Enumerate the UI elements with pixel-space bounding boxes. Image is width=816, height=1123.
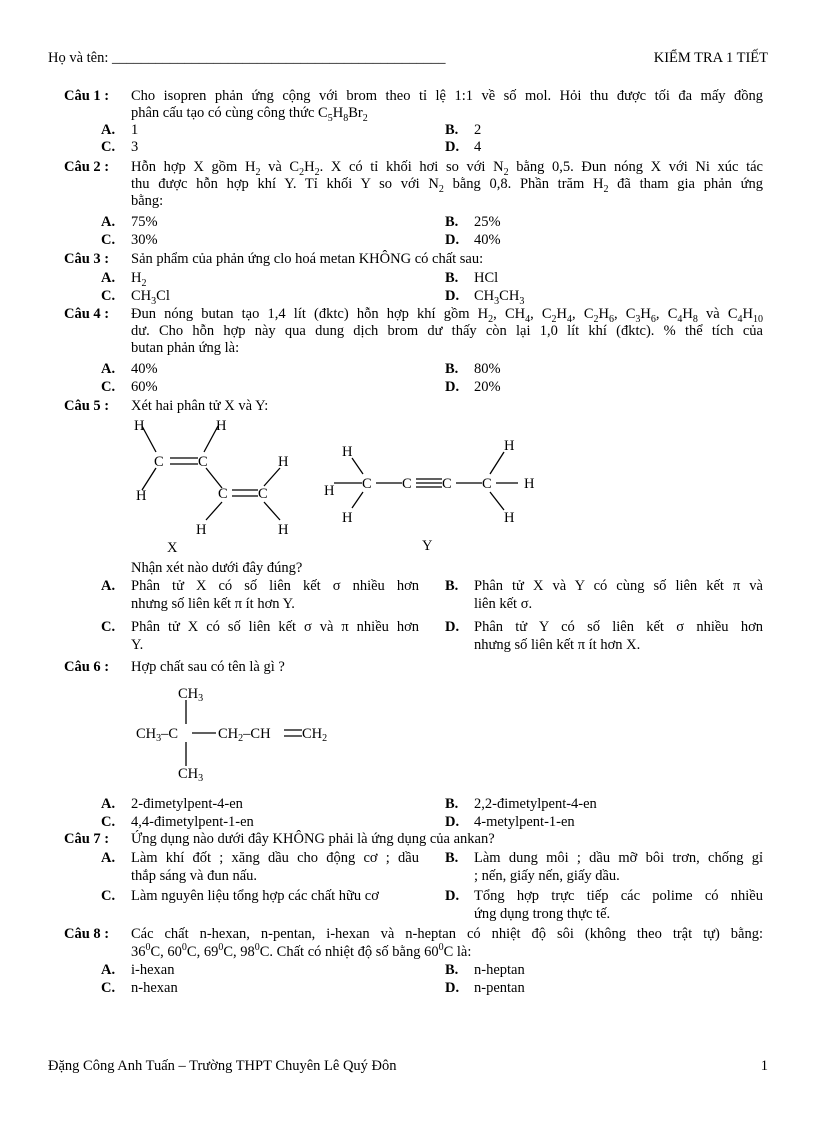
q6-option-b: 2,2-đimetylpent-4-en xyxy=(474,796,597,812)
svg-text:C: C xyxy=(218,486,228,502)
q1-option-a: 1 xyxy=(131,122,139,138)
q5-molecules xyxy=(120,412,560,560)
svg-text:H: H xyxy=(134,418,145,434)
q1-option-c-label: C. xyxy=(101,139,116,155)
q8-option-a: i-hexan xyxy=(131,962,175,978)
q2-option-b-label: B. xyxy=(445,214,459,230)
q5-option-b-line-2: liên kết σ. xyxy=(474,596,533,612)
q4-option-d: 20% xyxy=(474,379,501,395)
page-number: 1 xyxy=(760,1058,768,1074)
q7-option-d-label: D. xyxy=(445,888,460,904)
svg-text:H: H xyxy=(216,418,227,434)
q7-label: Câu 7 : xyxy=(64,831,110,847)
q7-option-a-label: A. xyxy=(101,850,116,866)
svg-text:H: H xyxy=(324,483,335,499)
q2-text-3: bằng: xyxy=(131,193,164,209)
q4-option-a: 40% xyxy=(131,361,158,377)
q7-option-a-line-1: Làm khí đốt ; xăng dầu cho động cơ ; dầu xyxy=(131,850,419,866)
q2-label: Câu 2 : xyxy=(64,159,110,175)
q8-text-1: Các chất n-hexan, n-pentan, i-hexan và n-heptan có nhiệt độ sôi (không theo trật tự) bằng: xyxy=(131,926,763,942)
exam-title: KIỂM TRA 1 TIẾT xyxy=(653,50,768,66)
q8-option-a-label: A. xyxy=(101,962,116,978)
q5-option-b-line-1: Phân tử X và Y có cùng số liên kết π và xyxy=(474,578,763,594)
q4-option-c: 60% xyxy=(131,379,158,395)
q3-option-a-label: A. xyxy=(101,270,116,286)
q5-text: Xét hai phân tử X và Y: xyxy=(131,398,269,414)
svg-text:CH2: $CH_2$ xyxy=(302,726,328,744)
q6-option-c-label: C. xyxy=(101,814,116,830)
q6-option-a: 2-đimetylpent-4-en xyxy=(131,796,243,812)
svg-text:CH3–C: $CH_3-C$ xyxy=(136,726,179,744)
svg-text:C: C xyxy=(258,486,268,502)
q5-option-b-label: B. xyxy=(445,578,459,594)
q4-text-1: Đun nóng butan tạo 1,4 lít (đktc) hỗn hợp khí gồm $H_2$, $CH_4$, $C_2H_4$, $C_2H_6$, $C_3H_6$, $C_4H_8$ và $C_4H_{10}$ xyxy=(131,306,763,325)
q8-option-b-label: B. xyxy=(445,962,459,978)
q2-option-c-label: C. xyxy=(101,232,116,248)
q4-option-b-label: B. xyxy=(445,361,459,377)
q5-option-c-line-2: Y. xyxy=(131,637,144,653)
q2-option-d-label: D. xyxy=(445,232,460,248)
q4-option-d-label: D. xyxy=(445,379,460,395)
svg-text:C: C xyxy=(362,476,372,492)
q4-option-c-label: C. xyxy=(101,379,116,395)
q8-option-c: n-hexan xyxy=(131,980,178,996)
svg-text:H: H xyxy=(136,488,147,504)
svg-text:C: C xyxy=(154,454,164,470)
q7-text: Ứng dụng nào dưới đây KHÔNG phải là ứng dụng của ankan? xyxy=(131,831,495,847)
q3-option-c: $CH_3Cl$ xyxy=(131,288,170,307)
svg-text:H: H xyxy=(278,522,289,538)
svg-text:H: H xyxy=(342,444,353,460)
q7-option-c: Làm nguyên liệu tổng hợp các chất hữu cơ xyxy=(131,888,379,904)
q5-question: Nhận xét nào dưới đây đúng? xyxy=(131,560,303,576)
svg-text:H: H xyxy=(504,510,515,526)
q6-text: Hợp chất sau có tên là gì ? xyxy=(131,659,285,675)
q1-text-2: phân cấu tạo có cùng công thức $C_5H_8Br_2$ xyxy=(131,105,368,124)
q3-text: Sản phẩm của phản ứng clo hoá metan KHÔNG có chất sau: xyxy=(131,251,484,267)
molecule-x-atoms xyxy=(134,418,289,538)
q4-label: Câu 4 : xyxy=(64,306,110,322)
q1-label: Câu 1 : xyxy=(64,88,110,104)
svg-text:CH3: $CH_3$ xyxy=(178,766,204,784)
q3-option-b-label: B. xyxy=(445,270,459,286)
q7-option-d-line-2: ứng dụng trong thực tế. xyxy=(474,906,611,922)
molecule-x xyxy=(142,426,280,520)
svg-text:H: H xyxy=(342,510,353,526)
footer-author: Đặng Công Anh Tuấn – Trường THPT Chuyên Lê Quý Đôn xyxy=(48,1058,397,1074)
q8-option-b: n-heptan xyxy=(474,962,525,978)
q5-label: Câu 5 : xyxy=(64,398,110,414)
q6-option-b-label: B. xyxy=(445,796,459,812)
molecule-y-atoms xyxy=(324,438,535,526)
q6-label: Câu 6 : xyxy=(64,659,110,675)
name-blank: ______________________________________________ xyxy=(112,50,446,66)
q2-option-c: 30% xyxy=(131,232,158,248)
name-label: Họ và tên: ______________________________________________ xyxy=(48,50,446,66)
q8-option-d-label: D. xyxy=(445,980,460,996)
svg-text:C: C xyxy=(482,476,492,492)
q2-option-a: 75% xyxy=(131,214,158,230)
q1-option-d: 4 xyxy=(474,139,482,155)
q7-option-a-line-2: thắp sáng và đun nấu. xyxy=(131,868,258,884)
q3-label: Câu 3 : xyxy=(64,251,110,267)
q1-option-b: 2 xyxy=(474,122,482,138)
q3-option-c-label: C. xyxy=(101,288,116,304)
q2-text-1: Hỗn hợp X gồm $H_2$ và $C_2H_2$. X có tỉ khối hơi so với $N_2$ bằng 0,5. Đun nóng X với Ni xúc tác xyxy=(131,159,763,178)
q6-option-a-label: A. xyxy=(101,796,116,812)
q4-text-3: butan phản ứng là: xyxy=(131,340,240,356)
q3-option-a: $H_2$ xyxy=(131,270,147,289)
q5-option-d-line-2: nhưng số liên kết π ít hơn X. xyxy=(474,637,641,653)
svg-text:CH2–CH: $CH_2-CH$ xyxy=(218,726,271,744)
q8-option-c-label: C. xyxy=(101,980,116,996)
molecule-y-label: Y xyxy=(422,538,433,554)
q4-option-b: 80% xyxy=(474,361,501,377)
q5-option-d-label: D. xyxy=(445,619,460,635)
q1-option-c: 3 xyxy=(131,139,139,155)
q5-option-d-line-1: Phân tử Y có số liên kết σ nhiều hơn xyxy=(474,619,763,635)
q5-option-c-line-1: Phân tử X có số liên kết σ và π nhiều hơn xyxy=(131,619,419,635)
q1-option-d-label: D. xyxy=(445,139,460,155)
q5-option-a-line-2: nhưng số liên kết π ít hơn Y. xyxy=(131,596,295,612)
q5-option-c-label: C. xyxy=(101,619,116,635)
q7-option-b-line-2: ; nến, giấy nến, giấy dầu. xyxy=(474,868,620,884)
q7-option-d-line-1: Tổng hợp trực tiếp các polime có nhiều xyxy=(474,888,763,904)
svg-text:H: H xyxy=(278,454,289,470)
q8-text-2: $36^0C$, $60^0C$, $69^0C$, $98^0C$. Chất có nhiệt độ số bằng $60^0C$ là: xyxy=(131,942,472,960)
svg-text:H: H xyxy=(524,476,535,492)
q6-option-c: 4,4-đimetylpent-1-en xyxy=(131,814,254,830)
svg-text:C: C xyxy=(442,476,452,492)
q5-option-a-label: A. xyxy=(101,578,116,594)
svg-text:H: H xyxy=(196,522,207,538)
q2-option-b: 25% xyxy=(474,214,501,230)
q8-option-d: n-pentan xyxy=(474,980,525,996)
q1-option-a-label: A. xyxy=(101,122,116,138)
q2-option-d: 40% xyxy=(474,232,501,248)
q3-option-b: HCl xyxy=(474,270,499,286)
q2-text-2: thu được hỗn hợp khí Y. Tỉ khối Y so với $N_2$ bằng 0,8. Phần trăm $H_2$ đã tham gia phản ứng xyxy=(131,176,763,195)
svg-text:H: H xyxy=(504,438,515,454)
q3-option-d: $CH_3CH_3$ xyxy=(474,288,525,307)
q5-option-a-line-1: Phân tử X có số liên kết σ nhiều hơn xyxy=(131,578,419,594)
q6-structure xyxy=(130,680,370,790)
molecule-x-label: X xyxy=(167,540,178,556)
q1-text-1: Cho isopren phản ứng cộng với brom theo tỉ lệ 1:1 về số mol. Hỏi thu được tối đa mấy đồng xyxy=(131,88,763,104)
q7-option-b-label: B. xyxy=(445,850,459,866)
q8-label: Câu 8 : xyxy=(64,926,110,942)
q3-option-d-label: D. xyxy=(445,288,460,304)
svg-text:C: C xyxy=(198,454,208,470)
q7-option-b-line-1: Làm dung môi ; dầu mỡ bôi trơn, chống gỉ xyxy=(474,850,763,866)
q7-option-c-label: C. xyxy=(101,888,116,904)
svg-text:CH3: $CH_3$ xyxy=(178,686,204,704)
q1-option-b-label: B. xyxy=(445,122,459,138)
q4-text-2: dư. Cho hỗn hợp này qua dung dịch brom dư thấy còn lại 1,0 lít khí (đktc). % thể tích của xyxy=(131,323,763,339)
q6-option-d-label: D. xyxy=(445,814,460,830)
q6-option-d: 4-metylpent-1-en xyxy=(474,814,575,830)
svg-text:C: C xyxy=(402,476,412,492)
q2-option-a-label: A. xyxy=(101,214,116,230)
q4-option-a-label: A. xyxy=(101,361,116,377)
